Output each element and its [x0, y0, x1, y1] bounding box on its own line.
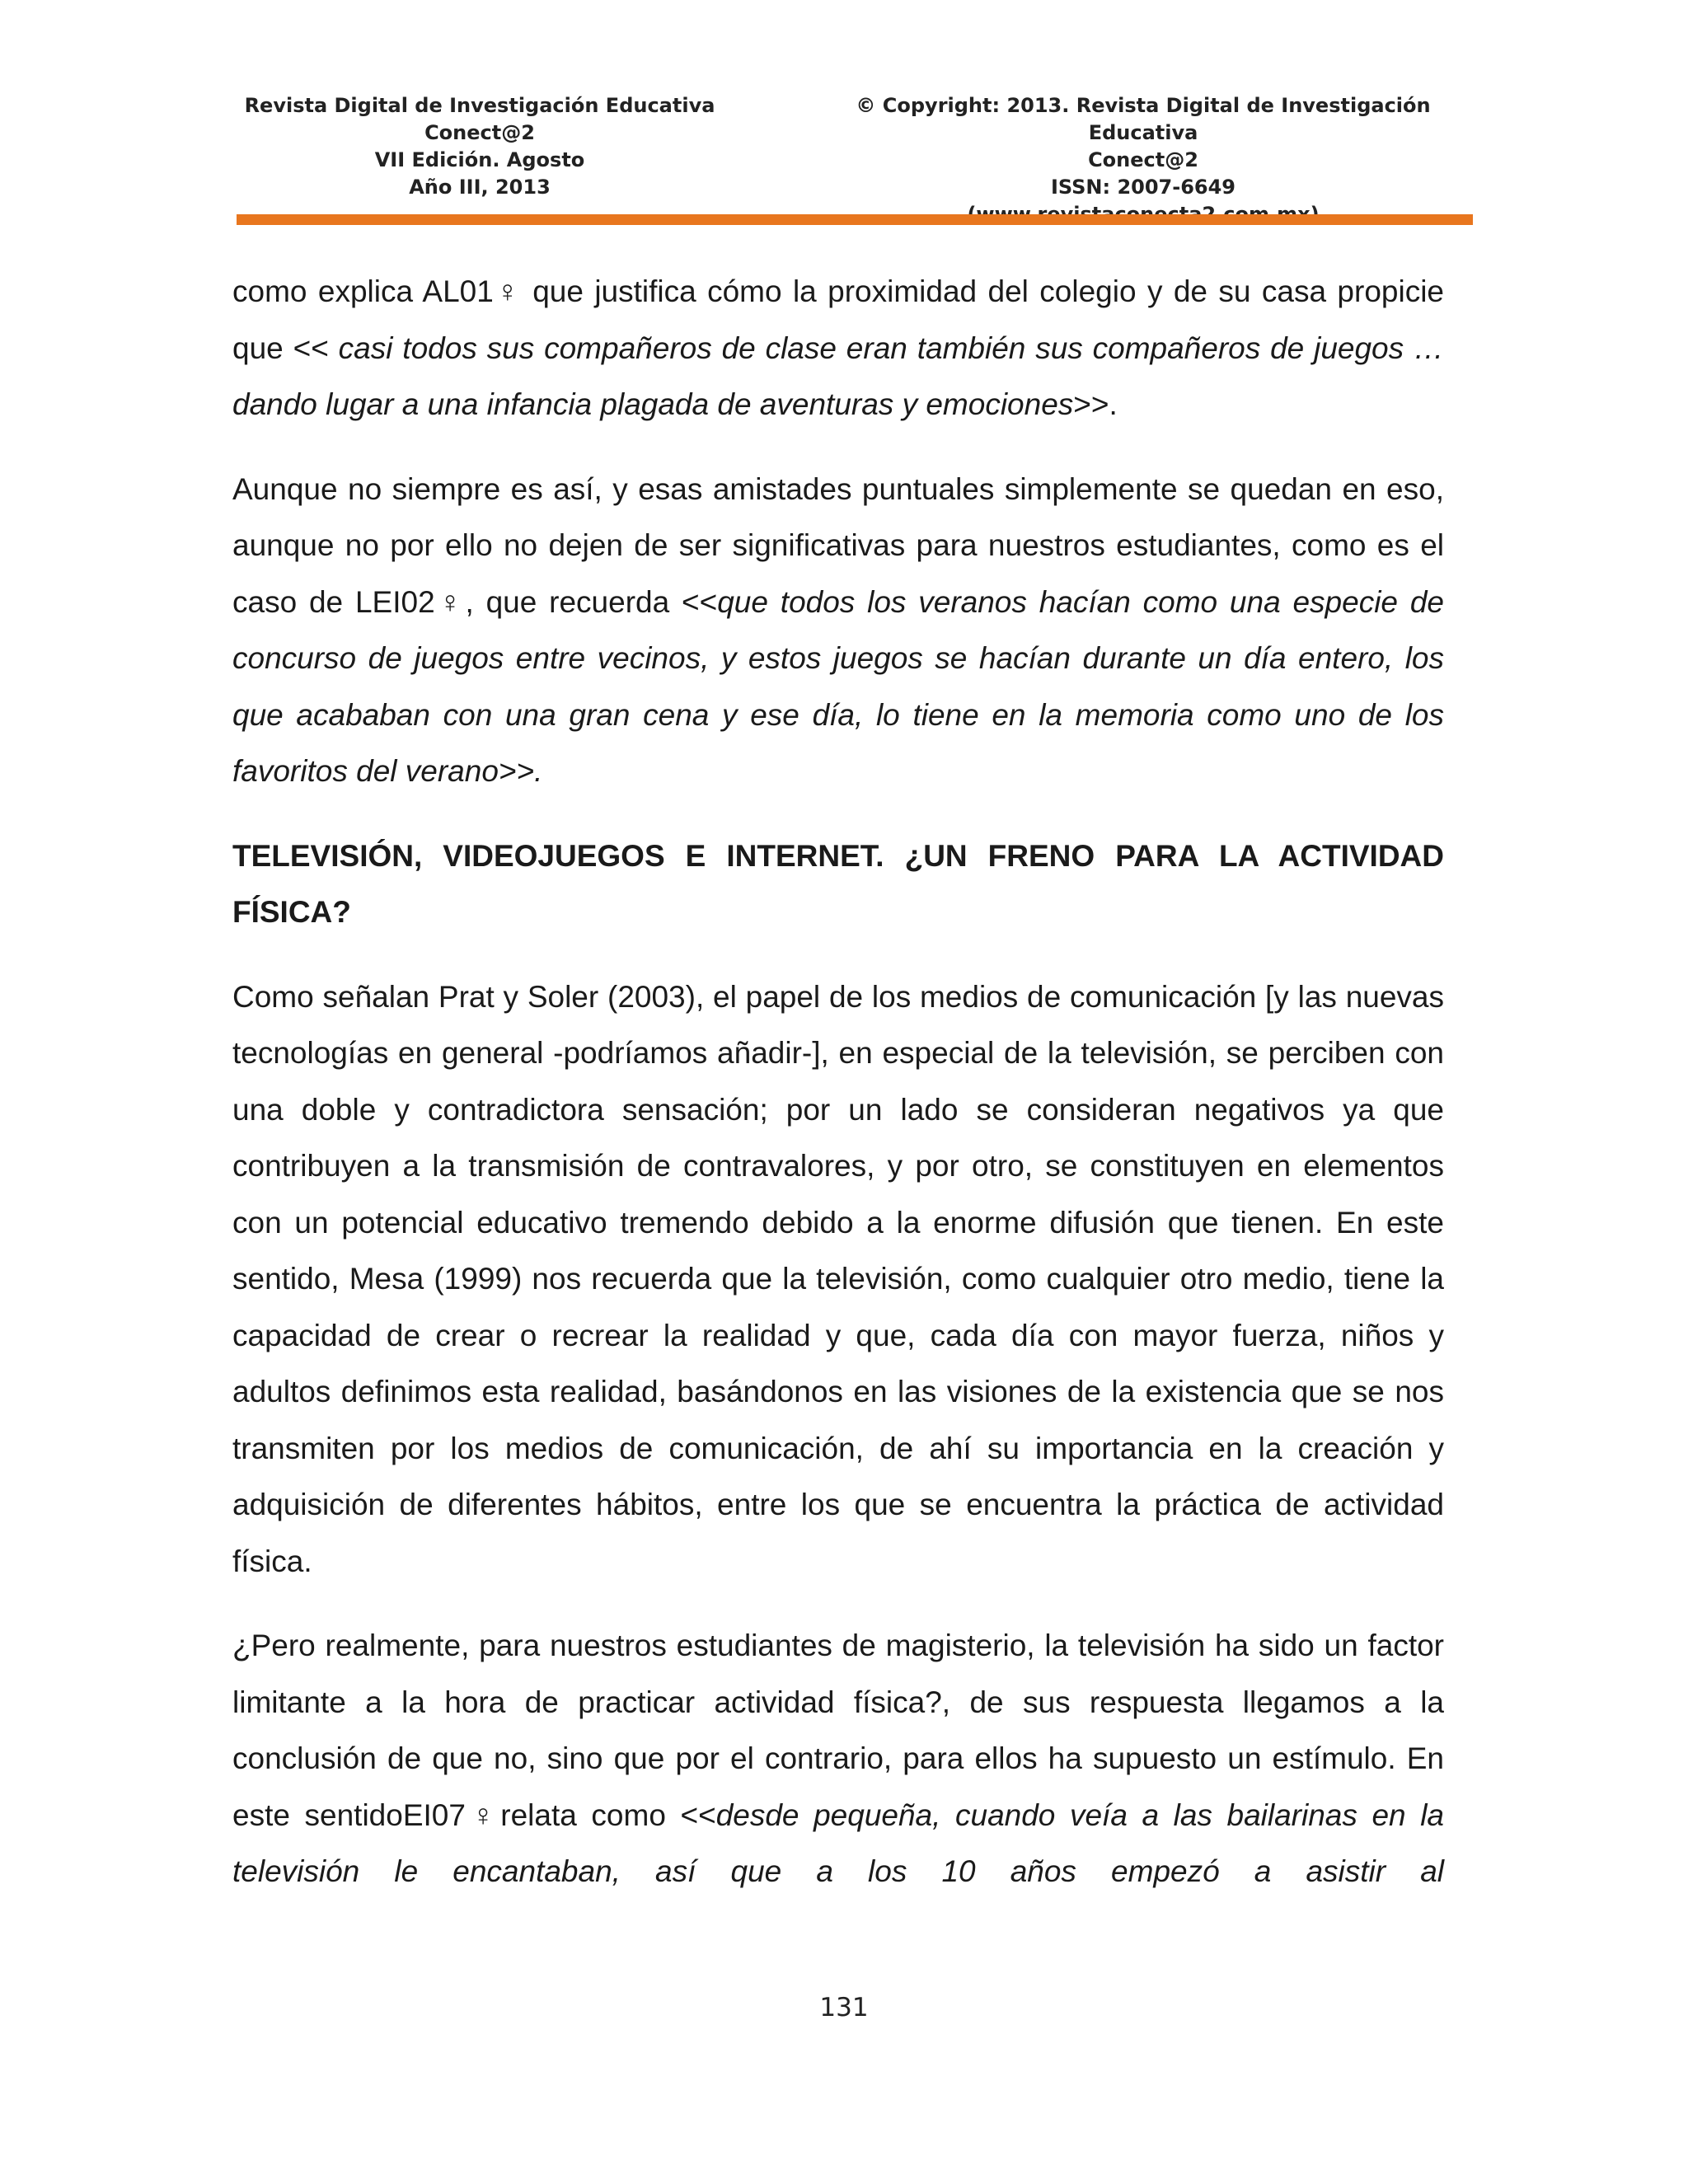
header-divider: [237, 214, 1473, 225]
paragraph: [232, 264, 1444, 434]
quote-text: que todos los veranos hacían como una especie de concurso de juegos entre vecinos, y estos juegos se hacían durante un día entero, los que acababan con una gran cena y ese día, lo tiene en la memoria como uno de los favoritos del verano>>.: [232, 584, 1444, 788]
paragraph: [232, 1618, 1444, 1900]
paragraph: [232, 969, 1444, 1591]
journal-year: Año III, 2013: [409, 176, 551, 199]
quote-text: casi todos sus compañeros de clase eran también sus compañeros de juegos … dando lugar a una infancia plagada de aventuras y emociones: [232, 330, 1444, 421]
section-heading: TELEVISIÓN, VIDEOJUEGOS E INTERNET. ¿UN FRENO PARA LA ACTIVIDAD FÍSICA?: [232, 838, 1444, 929]
body-text: Como señalan Prat y Soler (2003), el papel de los medios de comunicación [y las nuevas tecnologías en general -podríamos añadir-], en especial de la televisión, se perciben con una doble y contradictora sensación; por un lado se consideran negativos ya que contribuyen a la transmisión de contravalores, y por otro, se constituyen en elementos con un potencial educativo tremendo debido a la enorme difusión que tienen. En este sentido, Mesa (1999) nos recuerda que la televisión, como cualquier otro medio, tiene la capacidad de crear o recrear la realidad y que, cada día con mayor fuerza, niños y adultos definimos esta realidad, basándonos en las visiones de la existencia que se nos transmiten por los medios de comunicación, de ahí su importancia en la creación y adquisición de diferentes hábitos, entre los que se encuentra la práctica de actividad física.: [232, 979, 1444, 1578]
body-text: ¿Pero realmente, para nuestros estudiantes de magisterio, la televisión ha sido un factor limitante a la hora de practicar actividad física?, de sus respuesta llegamos a la conclusión de que no, sino que por el contrario, para ellos ha supuesto un estímulo. En este sentidoEI07♀relata como <<: [232, 1629, 1444, 1832]
issn: ISSN: 2007-6649: [1050, 176, 1236, 199]
journal-edition: VII Edición. Agosto: [374, 148, 585, 171]
body-text: Aunque no siempre es así, y esas amistades puntuales simplemente se quedan en eso, aunque no por ello no dejen de ser significativas para nuestros estudiantes, como es el caso de LEI02♀, que recuerda <<: [232, 471, 1444, 619]
journal-title: Revista Digital de Investigación Educativa: [244, 94, 715, 117]
page-header: [237, 92, 1473, 216]
journal-name: Conect@2: [424, 121, 535, 144]
article-body: [232, 264, 1444, 1929]
page-number: 131: [819, 1993, 869, 2022]
body-text: >>.: [1073, 387, 1118, 421]
copyright-info: [814, 92, 1473, 228]
body-text: como explica AL01♀ que justifica cómo la proximidad del colegio y de su casa propicie que <<: [232, 274, 1444, 365]
journal-info: [237, 92, 723, 201]
copyright-line: © Copyright: 2013. Revista Digital de Investigación Educativa: [856, 94, 1431, 144]
quote-text: desde pequeña, cuando veía a las bailarinas en la televisión le encantaban, así que a los 10 años empezó a asistir al: [232, 1797, 1444, 1888]
copyright-journal: Conect@2: [1088, 148, 1198, 171]
paragraph: [232, 462, 1444, 800]
